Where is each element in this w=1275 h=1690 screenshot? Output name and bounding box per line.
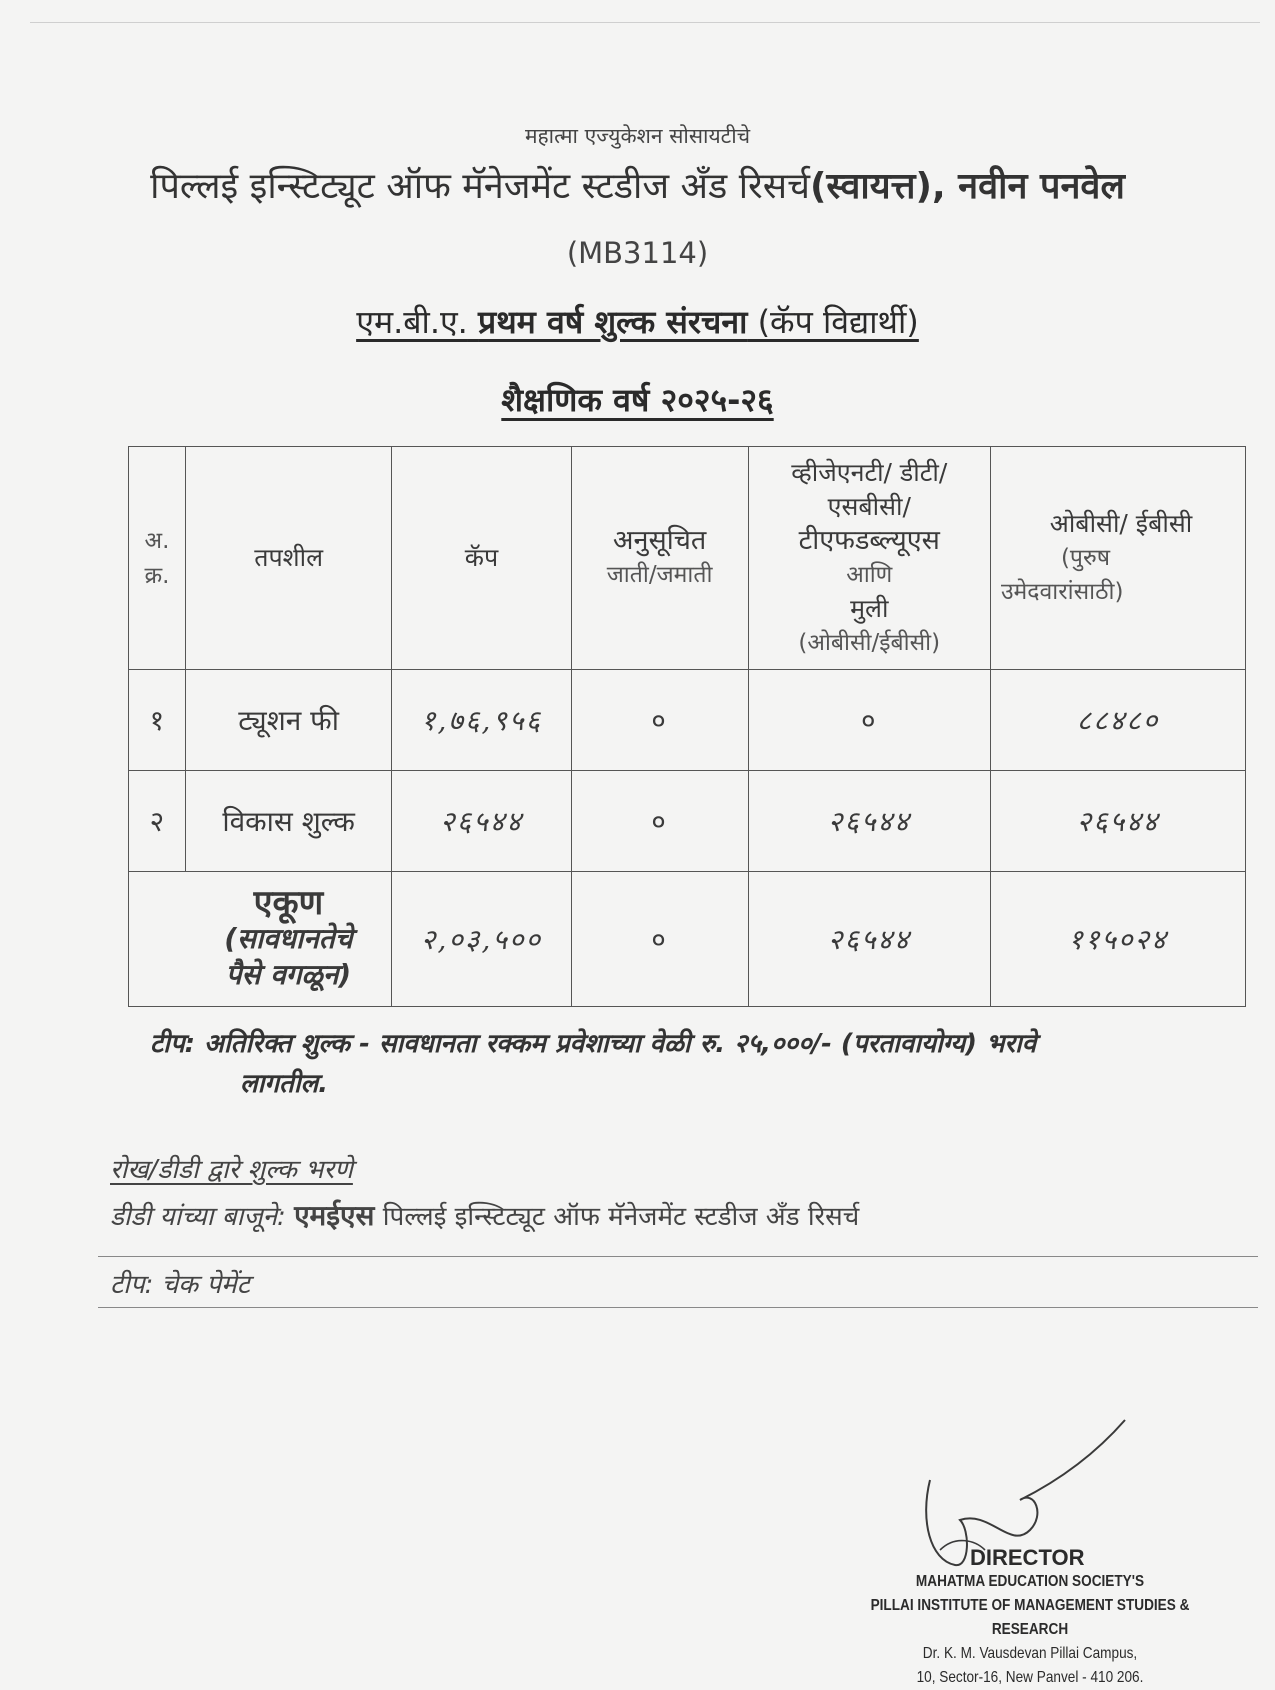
top-border-line (30, 22, 1260, 23)
institute-suffix: (स्वायत्त), नवीन पनवेल (809, 166, 1125, 207)
table-row (129, 670, 1246, 771)
header-sc-st: अनुसूचित जाती/जमाती (571, 447, 748, 670)
row-vjnt: ० (748, 670, 990, 771)
extra-fee-note: टीप: अतिरिक्त शुल्क - सावधानता रक्कम प्रवेशाच्या वेळी रु. २५,०००/- (परतावायोग्य) भरावे लागतील. (150, 1029, 1037, 1099)
course-prefix: एम.बी.ए. (356, 303, 468, 341)
cheque-note: टीप: चेक पेमेंट (110, 1270, 250, 1300)
fee-table (128, 446, 1246, 1007)
course-suffix: (कॅप विद्यार्थी) (757, 303, 919, 341)
header-obc: ओबीसी/ ईबीसी (पुरुष उमेदवारांसाठी) (990, 447, 1245, 670)
institute-name: पिल्लई इन्स्टिट्यूट ऑफ मॅनेजमेंट स्टडीज अँड रिसर्च (150, 166, 810, 207)
total-obc: ११५०२४ (990, 872, 1245, 1007)
course-title: प्रथम वर्ष शुल्क संरचना (478, 303, 748, 341)
director-stamp: DIRECTOR MAHATMA EDUCATION SOCIETY'S PILLAI INSTITUTE OF MANAGEMENT STUDIES & RESEARCH Dr. K. M. Vausdevan Pillai Campus, 10, Sector-16, New Panvel - 410 206. (870, 1545, 1190, 1686)
total-cap: २,०३,५०० (392, 872, 571, 1007)
total-vjnt: २६५४४ (748, 872, 990, 1007)
row-sc-st: ० (571, 771, 748, 872)
row-sr: १ (129, 670, 186, 771)
total-blank-cell (129, 872, 186, 1007)
row-sr: २ (129, 771, 186, 872)
row-details: ट्यूशन फी (185, 670, 392, 771)
header-cap: कॅप (392, 447, 571, 670)
institute-code: (MB3114) (566, 236, 709, 270)
total-sc-st: ० (571, 872, 748, 1007)
row-sc-st: ० (571, 670, 748, 771)
course-heading-text (356, 303, 918, 341)
cheque-note-box (98, 1256, 1258, 1308)
academic-year (0, 378, 1275, 421)
academic-year-text: शैक्षणिक वर्ष २०२५-२६ (501, 381, 774, 419)
row-vjnt: २६५४४ (748, 771, 990, 872)
table-header-row (129, 447, 1246, 670)
header-sr: अ. क्र. (129, 447, 186, 670)
row-obc: २६५४४ (990, 771, 1245, 872)
header-details: तपशील (185, 447, 392, 670)
row-obc: ८८४८० (990, 670, 1245, 771)
payment-heading: रोख/डीडी द्वारे शुल्क भरणे (110, 1155, 353, 1185)
row-cap: १,७६,९५६ (392, 670, 571, 771)
row-details: विकास शुल्क (185, 771, 392, 872)
dd-favour-line: डीडी यांच्या बाजूने: एमईएस पिल्लई इन्स्टिट्यूट ऑफ मॅनेजमेंट स्टडीज अँड रिसर्च (110, 1199, 860, 1232)
course-heading (0, 300, 1275, 343)
institute-title (0, 160, 1275, 209)
total-label: एकूण (सावधानतेचे पैसे वगळून) (185, 872, 392, 1007)
table-total-row (129, 872, 1246, 1007)
society-name: महात्मा एज्युकेशन सोसायटीचे (524, 124, 751, 148)
header-vjnt: व्हीजेएनटी/ डीटी/ एसबीसी/ टीएफडब्ल्यूएस आणि मुली (ओबीसी/ईबीसी) (748, 447, 990, 670)
row-cap: २६५४४ (392, 771, 571, 872)
table-row (129, 771, 1246, 872)
